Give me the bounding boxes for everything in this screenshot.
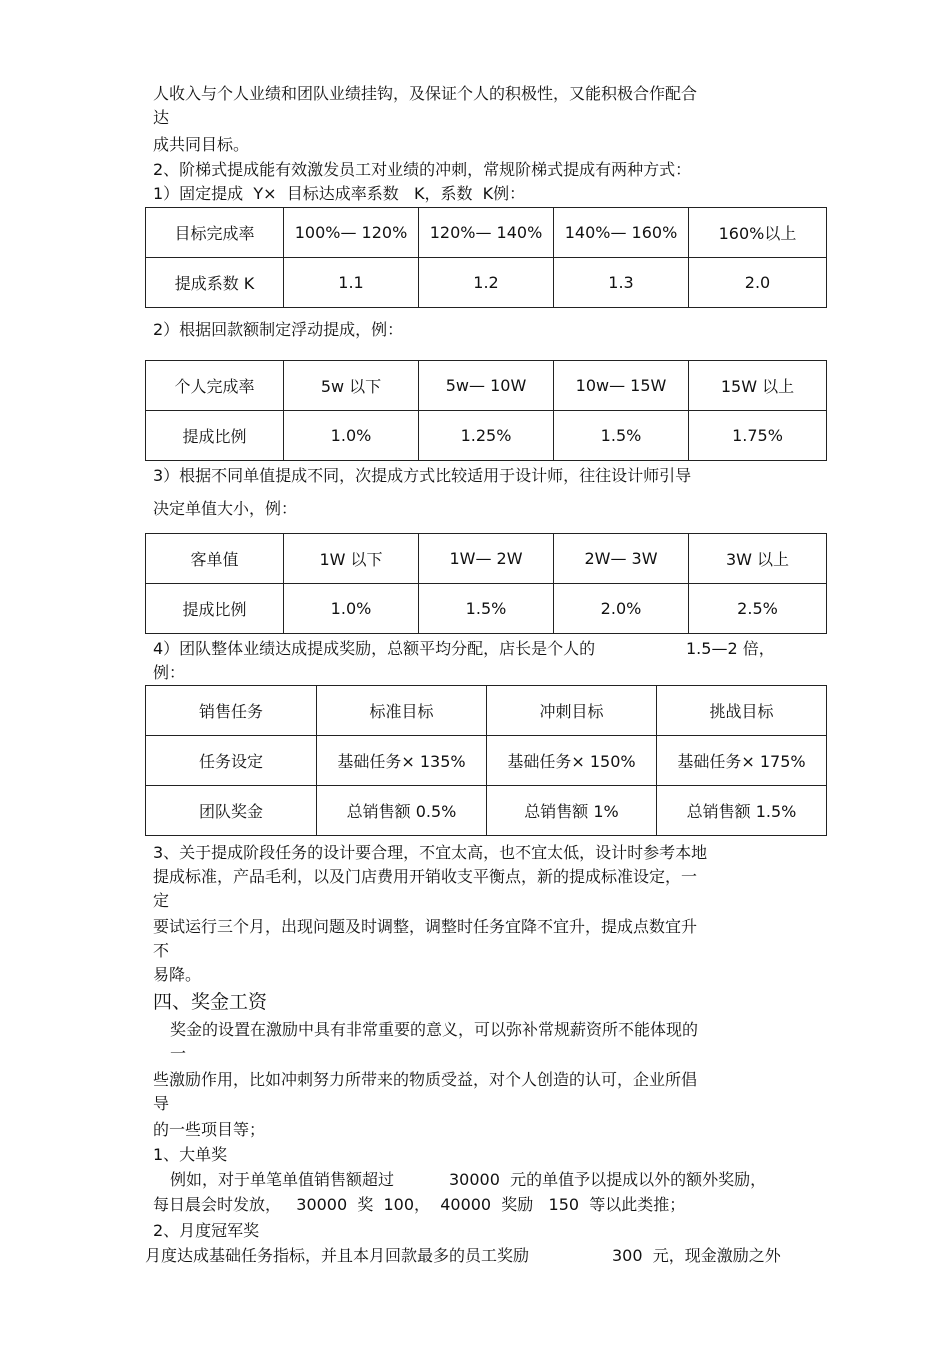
table-cell: 任务设定 <box>146 736 317 786</box>
body-text-line: 4）团队整体业绩达成提成奖励，总额平均分配，店长是个人的 <box>153 639 596 658</box>
table-cell: 2.5% <box>689 584 827 634</box>
body-text-line: 奖金的设置在激励中具有非常重要的意义，可以弥补常规薪资所不能体现的 <box>170 1020 699 1039</box>
unit-value-commission-table <box>145 533 827 634</box>
body-text-line: 3、关于提成阶段任务的设计要合理，不宜太高，也不宜太低，设计时参考本地 <box>153 843 708 862</box>
section-heading: 四、奖金工资 <box>153 991 268 1013</box>
table-cell: 3W 以上 <box>689 534 827 584</box>
table-cell: 100%— 120% <box>284 208 419 258</box>
body-text-line: 3）根据不同单值提成不同，次提成方式比较适用于设计师，往往设计师引导 <box>153 466 692 485</box>
table-cell: 提成比例 <box>146 411 284 461</box>
table-cell: 1.3 <box>554 258 689 308</box>
table-cell: 15W 以上 <box>689 361 827 411</box>
table-cell: 目标完成率 <box>146 208 284 258</box>
body-text-line: 300 元，现金激励之外 <box>612 1246 781 1265</box>
body-text-line: 2）根据回款额制定浮动提成，例： <box>153 320 404 339</box>
table-cell: 1W— 2W <box>419 534 554 584</box>
commission-coefficient-table <box>145 207 827 308</box>
table-header-row <box>146 361 827 411</box>
table-cell: 2W— 3W <box>554 534 689 584</box>
table-cell: 总销售额 1.5% <box>657 786 827 836</box>
table-cell: 1.25% <box>419 411 554 461</box>
table-header-row <box>146 686 827 736</box>
table-cell: 1.75% <box>689 411 827 461</box>
table-cell: 基础任务× 175% <box>657 736 827 786</box>
table-cell: 2.0 <box>689 258 827 308</box>
table-cell: 5w 以下 <box>284 361 419 411</box>
body-text-line: 不 <box>153 941 170 960</box>
table-cell: 1.5% <box>419 584 554 634</box>
body-text-line: 成共同目标。 <box>153 135 250 154</box>
table-row <box>146 584 827 634</box>
table-cell: 5w— 10W <box>419 361 554 411</box>
table-cell: 总销售额 0.5% <box>317 786 487 836</box>
table-cell: 1.0% <box>284 584 419 634</box>
body-text-line: 1.5—2 倍， <box>686 639 775 658</box>
body-text-line: 例： <box>153 663 186 682</box>
body-text-line: 定 <box>153 891 170 910</box>
table-header-row <box>146 534 827 584</box>
table-cell: 1.2 <box>419 258 554 308</box>
body-text-line: 导 <box>153 1094 170 1113</box>
table-cell: 1W 以下 <box>284 534 419 584</box>
table-cell: 160%以上 <box>689 208 827 258</box>
table-row <box>146 258 827 308</box>
table-cell: 提成比例 <box>146 584 284 634</box>
body-text-line: 例如，对于单笔单值销售额超过 <box>170 1170 395 1189</box>
body-text-line: 的一些项目等； <box>153 1120 266 1139</box>
body-text-line: 要试运行三个月，出现问题及时调整，调整时任务宜降不宜升，提成点数宜升 <box>153 917 698 936</box>
body-text-line: 些激励作用，比如冲刺努力所带来的物质受益，对个人创造的认可，企业所倡 <box>153 1070 698 1089</box>
table-cell: 个人完成率 <box>146 361 284 411</box>
body-text-line: 月度达成基础任务指标，并且本月回款最多的员工奖励 <box>145 1246 530 1265</box>
subsection-heading: 1、大单奖 <box>153 1145 228 1164</box>
table-row <box>146 411 827 461</box>
payment-commission-table <box>145 360 827 461</box>
body-text-line: 1）固定提成 Y× 目标达成率系数 K，系数 K例： <box>153 184 526 203</box>
body-text-line: 决定单值大小，例： <box>153 499 298 518</box>
table-row <box>146 736 827 786</box>
table-cell: 提成系数 K <box>146 258 284 308</box>
table-cell: 基础任务× 150% <box>487 736 657 786</box>
table-cell: 1.1 <box>284 258 419 308</box>
body-text-line: 达 <box>153 108 170 127</box>
body-text-line: 30000 元的单值予以提成以外的额外奖励， <box>449 1170 767 1189</box>
table-cell: 销售任务 <box>146 686 317 736</box>
table-cell: 挑战目标 <box>657 686 827 736</box>
table-header-row <box>146 208 827 258</box>
body-text-line: 易降。 <box>153 965 202 984</box>
table-cell: 1.0% <box>284 411 419 461</box>
table-cell: 冲刺目标 <box>487 686 657 736</box>
table-row <box>146 786 827 836</box>
table-cell: 1.5% <box>554 411 689 461</box>
body-text-line: 提成标准，产品毛利，以及门店费用开销收支平衡点，新的提成标准设定，一 <box>153 867 698 886</box>
table-cell: 120%— 140% <box>419 208 554 258</box>
body-text-line: 一 <box>170 1044 187 1063</box>
body-text-line: 每日晨会时发放， 30000 奖 100， 40000 奖励 150 等以此类推； <box>153 1195 686 1214</box>
table-cell: 客单值 <box>146 534 284 584</box>
table-cell: 总销售额 1% <box>487 786 657 836</box>
table-cell: 10w— 15W <box>554 361 689 411</box>
body-text-line: 人收入与个人业绩和团队业绩挂钩，及保证个人的积极性，又能积极合作配合 <box>153 84 698 103</box>
table-cell: 140%— 160% <box>554 208 689 258</box>
table-cell: 团队奖金 <box>146 786 317 836</box>
subsection-heading: 2、月度冠军奖 <box>153 1221 260 1240</box>
team-bonus-table <box>145 685 827 836</box>
table-cell: 基础任务× 135% <box>317 736 487 786</box>
table-cell: 2.0% <box>554 584 689 634</box>
table-cell: 标准目标 <box>317 686 487 736</box>
body-text-line: 2、阶梯式提成能有效激发员工对业绩的冲刺，常规阶梯式提成有两种方式： <box>153 160 692 179</box>
